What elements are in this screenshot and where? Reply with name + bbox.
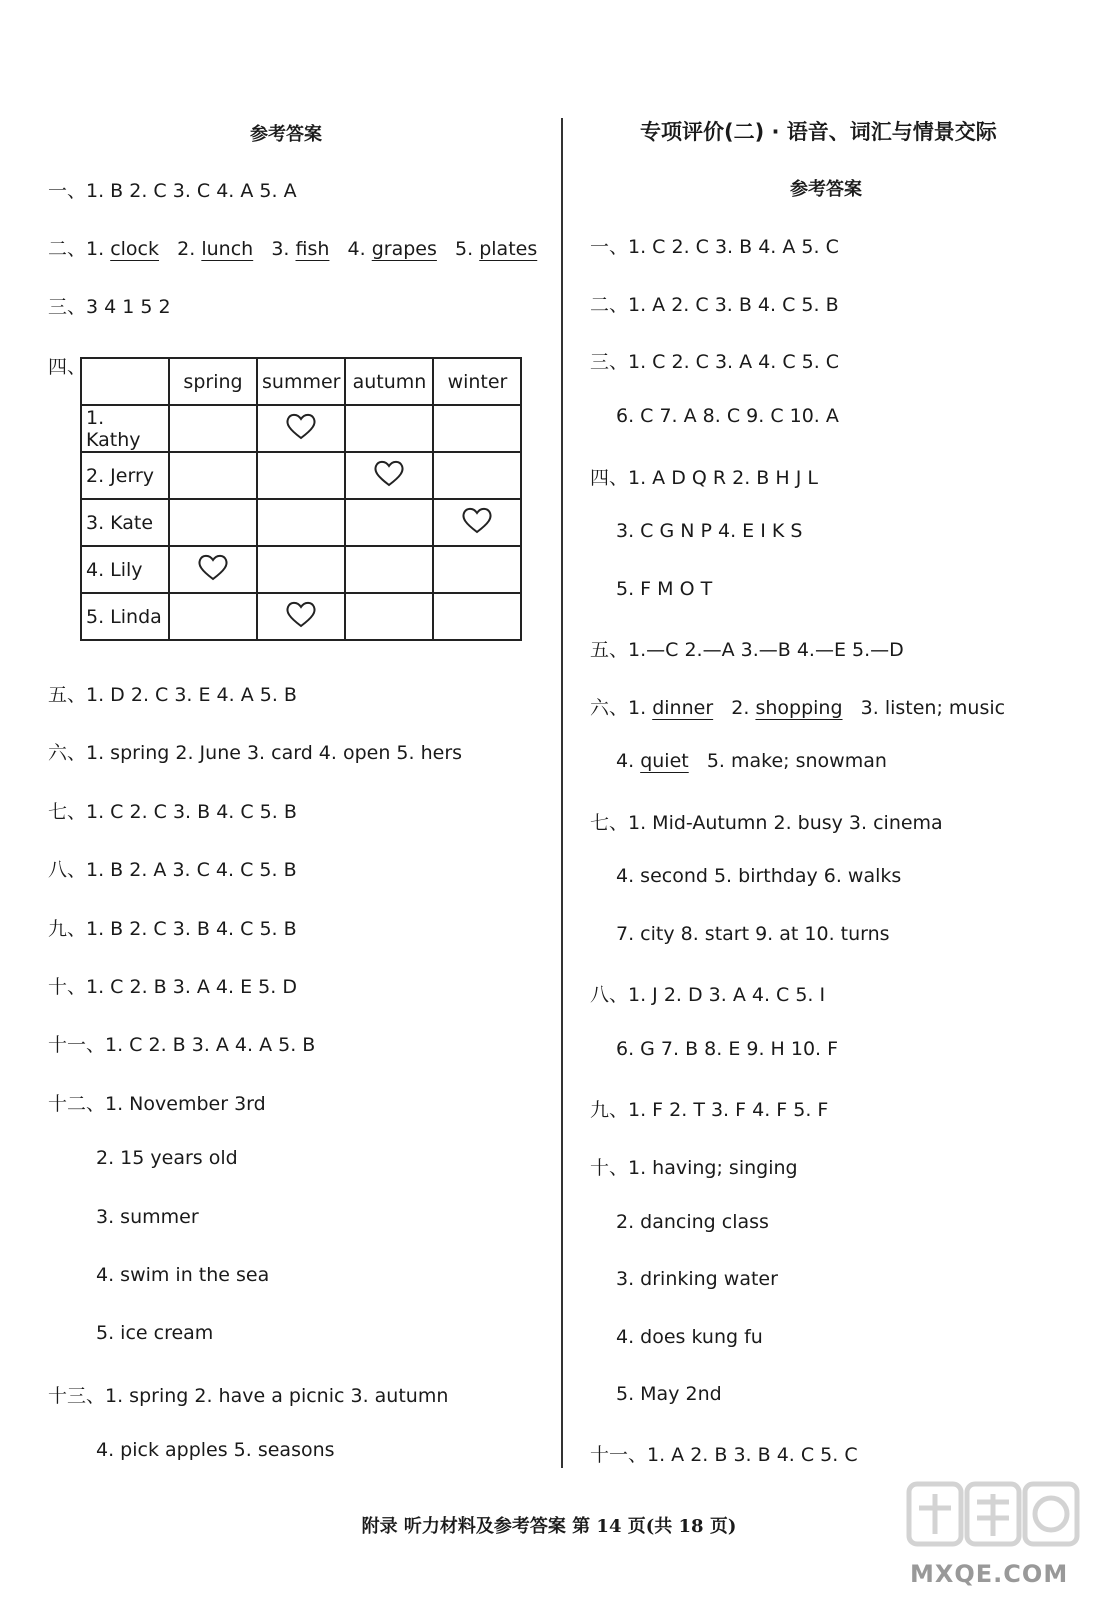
right-answer-10-item: 2. dancing class (616, 1211, 769, 1233)
heart-outline-icon (285, 600, 317, 628)
page-footer: 附录 听力材料及参考答案 第 14 页(共 18 页) (361, 1516, 737, 1537)
heart-outline-icon (285, 412, 317, 440)
row-name: 2. Jerry (81, 452, 169, 499)
right-answer-1: 一、1. C 2. C 3. B 4. A 5. C (590, 236, 839, 258)
right-answer-7-line2: 4. second 5. birthday 6. walks (616, 865, 902, 887)
right-answer-11: 十一、1. A 2. B 3. B 4. C 5. C (590, 1444, 858, 1466)
left-answer-10: 十、1. C 2. B 3. A 4. E 5. D (48, 976, 297, 998)
right-answer-10-item: 5. May 2nd (616, 1383, 722, 1405)
right-answer-3: 三、1. C 2. C 3. A 4. C 5. C (590, 351, 840, 373)
seasons-table (80, 357, 522, 641)
heart-outline-icon (461, 506, 493, 534)
table-header-autumn: autumn (345, 358, 433, 405)
left-answer-12-item: 2. 15 years old (96, 1147, 238, 1169)
row-name: 5. Linda (81, 593, 169, 640)
left-answer-4-label: 四、 (48, 356, 87, 378)
left-answer-3: 三、3 4 1 5 2 (48, 296, 171, 318)
right-answer-4-line3: 5. F M O T (616, 578, 713, 600)
table-row (81, 593, 521, 640)
right-answers-title: 参考答案 (790, 179, 862, 200)
right-answer-3-line2: 6. C 7. A 8. C 9. C 10. A (616, 405, 839, 427)
right-answer-8-line2: 6. G 7. B 8. E 9. H 10. F (616, 1038, 839, 1060)
table-row (81, 452, 521, 499)
left-answer-6: 六、1. spring 2. June 3. card 4. open 5. hers (48, 742, 463, 764)
left-answer-12-item: 5. ice cream (96, 1322, 214, 1344)
left-answers-title: 参考答案 (250, 124, 322, 145)
table-row (81, 546, 521, 593)
right-answer-8: 八、1. J 2. D 3. A 4. C 5. I (590, 984, 826, 1006)
left-answer-13-line2: 4. pick apples 5. seasons (96, 1439, 335, 1461)
table-row (81, 499, 521, 546)
right-answer-5: 五、1.—C 2.—A 3.—B 4.—E 5.—D (590, 639, 904, 661)
right-answer-9: 九、1. F 2. T 3. F 4. F 5. F (590, 1099, 829, 1121)
right-answer-10-item: 4. does kung fu (616, 1326, 763, 1348)
right-answer-4-line2: 3. C G N P 4. E I K S (616, 520, 803, 542)
right-answer-10-item: 3. drinking water (616, 1268, 778, 1290)
left-answer-5: 五、1. D 2. C 3. E 4. A 5. B (48, 684, 297, 706)
watermark-text: MXQE.COM (910, 1560, 1069, 1588)
column-divider (561, 118, 563, 1468)
right-section-title: 专项评价(二) · 语音、词汇与情景交际 (640, 120, 997, 144)
right-answer-7: 七、1. Mid-Autumn 2. busy 3. cinema (590, 812, 943, 834)
heart-outline-icon (197, 553, 229, 581)
table-header-row (81, 358, 521, 405)
left-answer-12-item: 3. summer (96, 1206, 199, 1228)
left-answer-11: 十一、1. C 2. B 3. A 4. A 5. B (48, 1034, 316, 1056)
left-answer-12-item: 4. swim in the sea (96, 1264, 270, 1286)
right-answer-6-line2: 4. quiet 5. make; snowman (616, 750, 887, 772)
right-answer-2: 二、1. A 2. C 3. B 4. C 5. B (590, 294, 839, 316)
left-answer-8: 八、1. B 2. A 3. C 4. C 5. B (48, 859, 297, 881)
left-answer-1: 一、1. B 2. C 3. C 4. A 5. A (48, 180, 297, 202)
table-corner-cell (81, 358, 169, 405)
heart-outline-icon (373, 459, 405, 487)
right-answer-4: 四、1. A D Q R 2. B H J L (590, 467, 818, 489)
table-header-winter: winter (433, 358, 521, 405)
row-name: 3. Kate (81, 499, 169, 546)
left-answer-13: 十三、1. spring 2. have a picnic 3. autumn (48, 1385, 449, 1407)
right-answer-6: 六、1. dinner 2. shopping 3. listen; music (590, 697, 1006, 719)
right-answer-7-line3: 7. city 8. start 9. at 10. turns (616, 923, 890, 945)
row-name: 1. Kathy (81, 405, 169, 452)
table-row (81, 405, 521, 452)
table-header-spring: spring (169, 358, 257, 405)
left-answer-9: 九、1. B 2. C 3. B 4. C 5. B (48, 918, 297, 940)
left-answer-2: 二、1. clock 2. lunch 3. fish 4. grapes 5. plates (48, 238, 538, 260)
row-name: 4. Lily (81, 546, 169, 593)
left-answer-12: 十二、1. November 3rd (48, 1093, 266, 1115)
left-answer-7: 七、1. C 2. C 3. B 4. C 5. B (48, 801, 297, 823)
table-header-summer: summer (257, 358, 345, 405)
right-answer-10: 十、1. having; singing (590, 1157, 798, 1179)
